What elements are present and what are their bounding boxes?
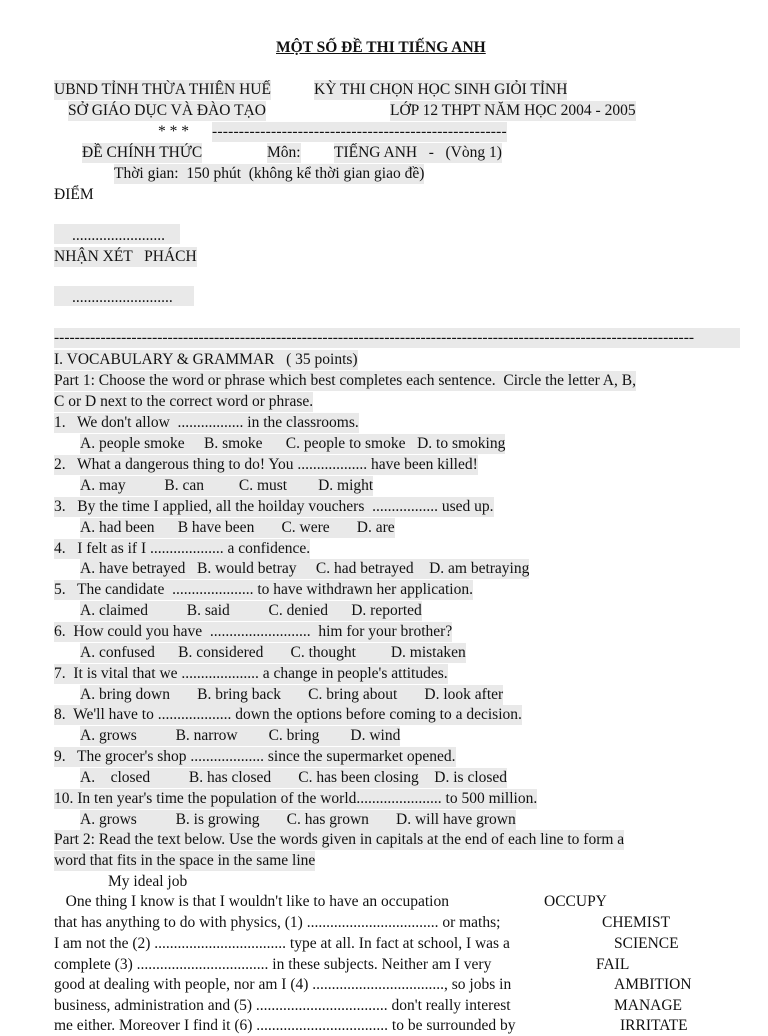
passage-line-5: business, administration and (5) .................................. don't really interest [54, 997, 511, 1014]
question-5: 5. The candidate ..................... to have withdrawn her application. [54, 581, 473, 598]
passage-word-4: AMBITION [614, 976, 692, 993]
options-3: A. had been B have been C. were D. are [80, 519, 395, 536]
header-department: SỞ GIÁO DỤC VÀ ĐÀO TẠO [68, 102, 266, 119]
options-1: A. people smoke B. smoke C. people to smoke D. to smoking [80, 435, 506, 452]
question-1: 1. We don't allow ................. in the classrooms. [54, 414, 359, 431]
options-2: A. may B. can C. must D. might [80, 477, 374, 494]
header-stars: * * * [158, 123, 189, 140]
passage-line-6: me either. Moreover I find it (6) .................................. to be surrounded by [54, 1017, 516, 1034]
section-heading: I. VOCABULARY & GRAMMAR ( 35 points) [54, 351, 358, 368]
options-8: A. grows B. narrow C. bring D. wind [80, 727, 401, 744]
passage-line-4: good at dealing with people, nor am I (4) .................................., so jobs in [54, 976, 512, 993]
question-2: 2. What a dangerous thing to do! You .................. have been killed! [54, 456, 478, 473]
document-title: MỘT SỐ ĐỀ THI TIẾNG ANH [276, 39, 486, 56]
part2-instruction-2: word that fits in the space in the same line [54, 852, 316, 869]
divider-long: ---------------------------------------------------------------------------------------------------------------------------- [54, 328, 740, 348]
options-7: A. bring down B. bring back C. bring about D. look after [80, 686, 504, 703]
header-authority: UBND TỈNH THỪA THIÊN HUẾ [54, 81, 271, 98]
passage-line-2: I am not the (2) .................................. type at all. In fact at school, I was a [54, 935, 510, 952]
header-subject-label: Môn: [267, 144, 301, 161]
question-8: 8. We'll have to ................... down the options before coming to a decision. [54, 706, 522, 723]
part1-instruction-2: C or D next to the correct word or phrase. [54, 393, 314, 410]
passage-line-3: complete (3) .................................. in these subjects. Neither am I very [54, 956, 492, 973]
part2-instruction-1: Part 2: Read the text below. Use the words given in capitals at the end of each line to form a [54, 831, 625, 848]
score-dots: ........................ [72, 227, 165, 244]
options-9: A. closed B. has closed C. has been closing D. is closed [80, 769, 508, 786]
options-4: A. have betrayed B. would betray C. had betrayed D. am betraying [80, 560, 530, 577]
passage-title: My ideal job [108, 873, 188, 890]
question-7: 7. It is vital that we .................... a change in people's attitudes. [54, 665, 448, 682]
options-10: A. grows B. is growing C. has grown D. will have grown [80, 811, 516, 828]
passage-word-2: SCIENCE [614, 935, 679, 952]
question-6: 6. How could you have .......................... him for your brother? [54, 623, 453, 640]
passage-word-6: IRRITATE [620, 1017, 688, 1034]
question-9: 9. The grocer's shop ................... since the supermarket opened. [54, 748, 456, 765]
passage-word-0: OCCUPY [544, 893, 607, 910]
header-grade-year: LỚP 12 THPT NĂM HỌC 2004 - 2005 [390, 102, 636, 119]
options-6: A. confused B. considered C. thought D. mistaken [80, 644, 466, 661]
header-time: Thời gian: 150 phút (không kể thời gian giao đề) [114, 165, 425, 182]
passage-line-1: that has anything to do with physics, (1) .................................. or maths; [54, 914, 501, 931]
header-official: ĐỀ CHÍNH THỨC [82, 144, 203, 161]
score-label: ĐIỂM [54, 186, 94, 203]
header-exam-name: KỲ THI CHỌN HỌC SINH GIỎI TỈNH [314, 81, 568, 98]
passage-line-0: One thing I know is that I wouldn't like to have an occupation [54, 893, 449, 910]
passage-word-5: MANAGE [614, 997, 683, 1014]
passage-word-3: FAIL [596, 956, 630, 973]
comment-dots: .......................... [72, 289, 173, 306]
question-10: 10. In ten year's time the population of the world...................... to 500 million. [54, 790, 538, 807]
passage-word-1: CHEMIST [602, 914, 671, 931]
comment-label: NHẬN XÉT PHÁCH [54, 248, 197, 265]
question-4: 4. I felt as if I ................... a confidence. [54, 540, 311, 557]
options-5: A. claimed B. said C. denied D. reported [80, 602, 422, 619]
part1-instruction-1: Part 1: Choose the word or phrase which best completes each sentence. Circle the letter A, B, [54, 372, 636, 389]
header-divider-short: ------------------------------------------------------- [212, 123, 507, 140]
header-subject: TIẾNG ANH - (Vòng 1) [334, 144, 502, 161]
question-3: 3. By the time I applied, all the hoilday vouchers ................. used up. [54, 498, 494, 515]
